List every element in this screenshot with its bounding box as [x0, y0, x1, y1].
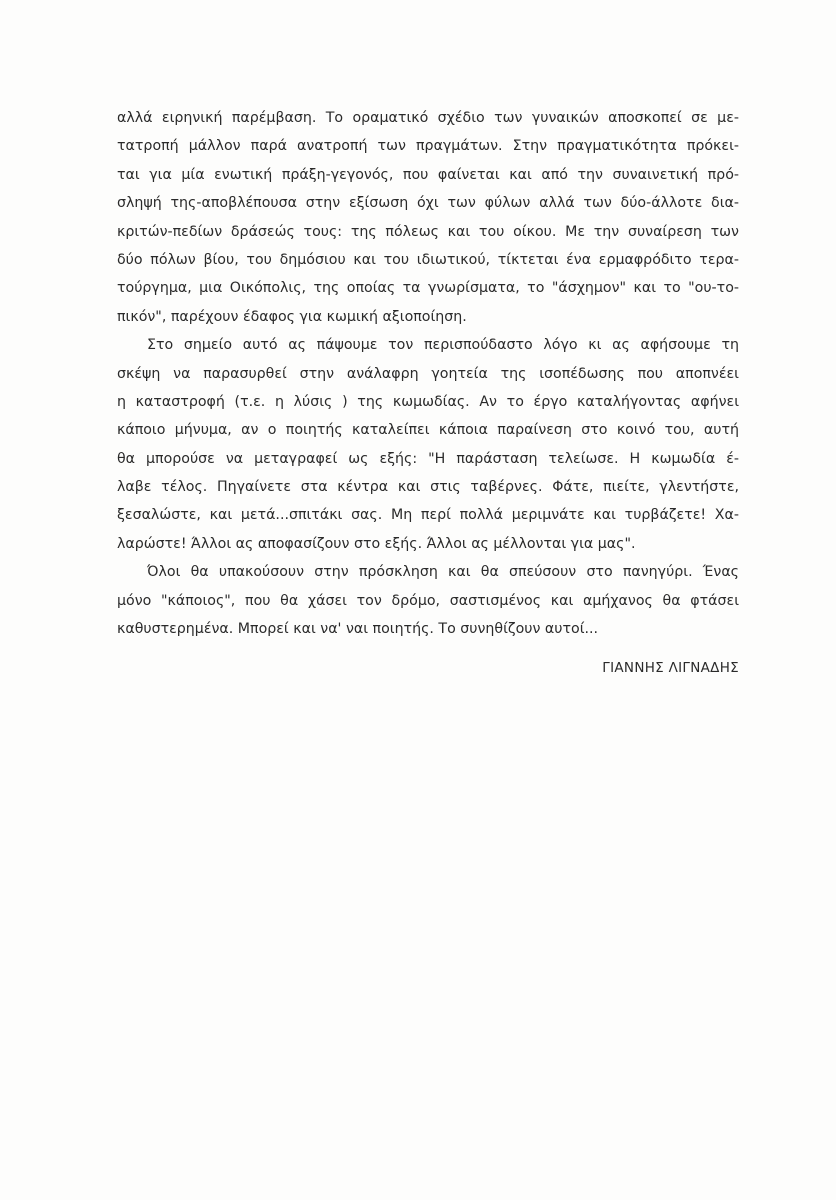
text-line: καθυστερημένα. Μπορεί και να' ναι ποιητής. Το συνηθίζουν αυτοί... [117, 621, 599, 638]
text-line: τούργημα, μια Οικόπολις, της οποίας τα γνωρίσματα, το "άσχημον" και το "ου-το- [117, 280, 739, 297]
text-line: σκέψη να παρασυρθεί στην ανάλαφρη γοητεία της ισοπέδωσης που αποπνέει [117, 365, 739, 382]
text-line: η καταστροφή (τ.ε. η λύσις ) της κωμωδίας. Αν το έργο καταλήγοντας αφήνει [117, 393, 739, 410]
text-line: μόνο "κάποιος", που θα χάσει τον δρόμο, σαστισμένος και αμήχανος θα φτάσει [117, 592, 739, 609]
text-line: σληψή της-αποβλέπουσα στην εξίσωση όχι των φύλων αλλά των δύο-άλλοτε δια- [117, 195, 739, 212]
text-line: ξεσαλώστε, και μετά...σπιτάκι σας. Μη περί πολλά μεριμνάτε και τυρβάζετε! Χα- [117, 507, 739, 524]
text-line: Όλοι θα υπακούσουν στην πρόσκληση και θα σπεύσουν στο πανηγύρι. Ένας [147, 564, 739, 581]
text-line: δύο πόλων βίου, του δημόσιου και του ιδιωτικού, τίκτεται ένα ερμαφρόδιτο τερα- [117, 251, 739, 268]
text-line: θα μπορούσε να μεταγραφεί ως εξής: "Η παράσταση τελείωσε. Η κωμωδία έ- [117, 450, 739, 467]
text-line: ται για μία ενωτική πράξη-γεγονός, που φαίνεται και από την συναινετική πρό- [117, 166, 739, 183]
text-line: κριτών-πεδίων δράσεώς τους: της πόλεως και του οίκου. Με την συναίρεση των [117, 223, 739, 240]
text-line: πικόν", παρέχουν έδαφος για κωμική αξιοποίηση. [117, 308, 467, 325]
text-line: τατροπή μάλλον παρά ανατροπή των πραγμάτων. Στην πραγματικότητα πρόκει- [117, 138, 739, 155]
text-line: Στο σημείο αυτό ας πάψουμε τον περισπούδαστο λόγο κι ας αφήσουμε τη [147, 337, 739, 354]
text-line: λαβε τέλος. Πηγαίνετε στα κέντρα και στις ταβέρνες. Φάτε, πιείτε, γλεντήστε, [117, 479, 739, 496]
body-text [117, 104, 739, 643]
author-signature: ΓΙΑΝΝΗΣ ΛΙΓΝΑΔΗΣ [602, 660, 739, 676]
text-line: κάποιο μήνυμα, αν ο ποιητής καταλείπει κάποια παραίνεση στο κοινό του, αυτή [117, 422, 739, 439]
text-line: λαρώστε! Άλλοι ας αποφασίζουν στο εξής. Άλλοι ας μέλλονται για μας". [117, 535, 636, 552]
text-line: αλλά ειρηνική παρέμβαση. Το οραματικό σχέδιο των γυναικών αποσκοπεί σε με- [117, 110, 739, 126]
